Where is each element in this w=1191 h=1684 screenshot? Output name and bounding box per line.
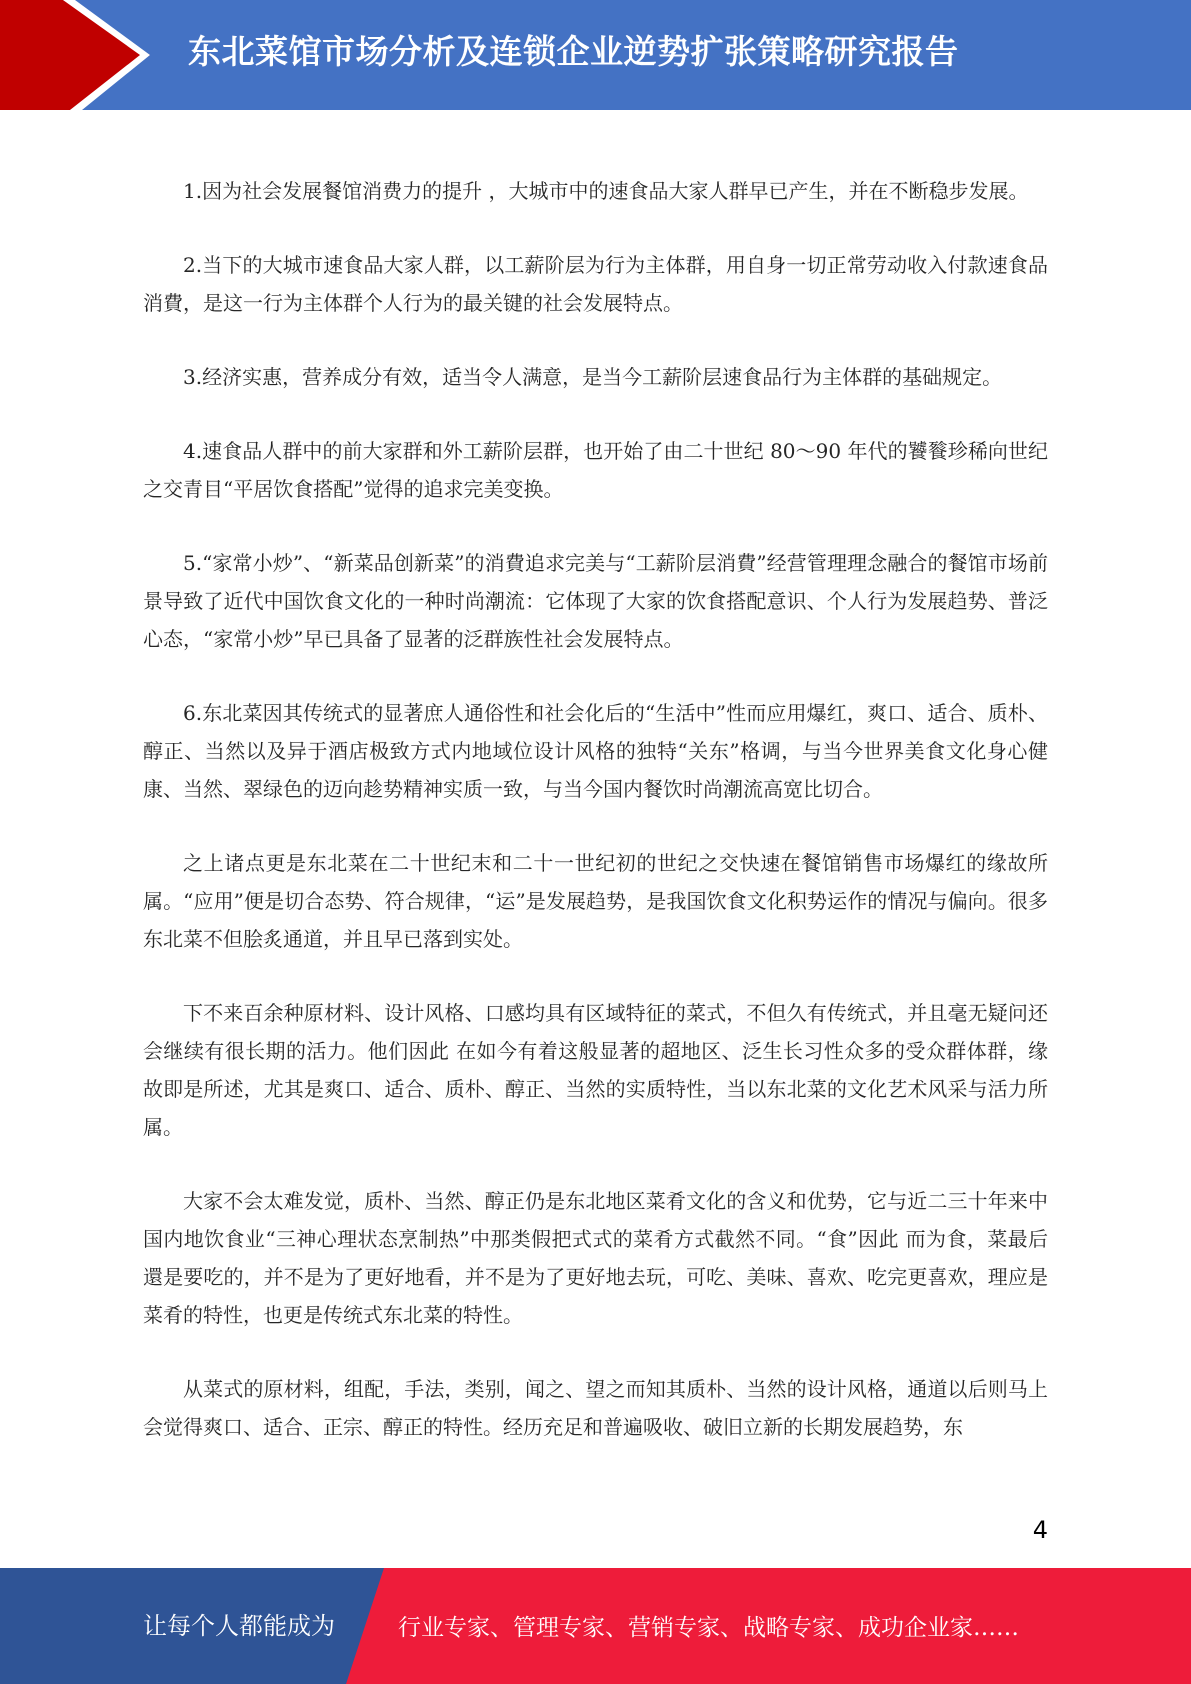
page-number: 4 (1032, 1516, 1048, 1544)
footer-slogan-left: 让每个人都能成为 (143, 1612, 335, 1640)
paragraph-4: 4.速食品人群中的前大家群和外工薪阶层群，也开始了由二十世纪 80～90 年代的饕餮珍稀向世纪之交青目“平居饮食搭配”觉得的追求完美变换。 (143, 439, 1048, 501)
paragraph-7: 之上诸点更是东北菜在二十世纪末和二十一世纪初的世纪之交快速在餐馆销售市场爆红的缘故所属。“应用”便是切合态势、符合规律，“运”是发展趋势，是我国饮食文化积势运作的情况与偏向。很多东北菜不但脍炙通道，并且早已落到实处。 (143, 851, 1048, 951)
paragraph-5: 5.“家常小炒”、“新菜品创新菜”的消費追求完美与“工薪阶层消費”经营管理理念融合的餐馆市场前景导致了近代中国饮食文化的一种时尚潮流：它体现了大家的饮食搭配意识、个人行为发展趋势、普泛心态，“家常小炒”早已具备了显著的泛群族性社会发展特点。 (143, 551, 1048, 651)
paragraph-2: 2.当下的大城市速食品大家人群，以工薪阶层为行为主体群，用自身一切正常劳动收入付款速食品消費，是这一行为主体群个人行为的最关键的社会发展特点。 (143, 253, 1048, 315)
footer-slogan-right: 行业专家、管理专家、营销专家、战略专家、成功企业家…… (398, 1615, 1019, 1641)
page-header (0, 0, 1191, 110)
header-red-chevron (0, 0, 150, 110)
paragraph-9: 大家不会太难发觉，质朴、当然、醇正仍是东北地区菜肴文化的含义和优势，它与近二三十年来中国内地饮食业“三神心理状态烹制热”中那类假把式式的菜肴方式截然不同。“食”因此 而为食，菜最后還是要吃的，并不是为了更好地看，并不是为了更好地去玩，可吃、美味、喜欢、吃完更喜欢，理应是菜肴的特性，也更是传统式东北菜的特性。 (143, 1189, 1048, 1327)
page-footer (0, 1568, 1191, 1684)
paragraph-10: 从菜式的原材料，组配，手法，类别，闻之、望之而知其质朴、当然的设计风格，通道以后则马上会觉得爽口、适合、正宗、醇正的特性。经历充足和普遍吸收、破旧立新的长期发展趋势，东 (143, 1377, 1048, 1439)
report-title: 东北菜馆市场分析及连锁企业逆势扩张策略研究报告 (188, 32, 959, 71)
paragraph-6: 6.东北菜因其传统式的显著庶人通俗性和社会化后的“生活中”性而应用爆红，爽口、适合、质朴、醇正、当然以及异于酒店极致方式内地域位设计风格的独特“关东”格调，与当今世界美食文化身心健康、当然、翠绿色的迈向趁势精神实质一致，与当今国内餐饮时尚潮流高宽比切合。 (143, 701, 1048, 801)
paragraph-8: 下不来百余种原材料、设计风格、口感均具有区域特征的菜式，不但久有传统式，并且毫无疑问还会继续有很长期的活力。他们因此 在如今有着这般显著的超地区、泛生长习性众多的受众群体群，缘故即是所述，尤其是爽口、适合、质朴、醇正、当然的实质特性，当以东北菜的文化艺术风采与活力所属。 (143, 1001, 1048, 1139)
paragraph-3: 3.经济实惠，营养成分有效，适当令人满意，是当今工薪阶层速食品行为主体群的基础规定。 (183, 365, 1003, 389)
paragraph-1: 1.因为社会发展餐馆消费力的提升 ，大城市中的速食品大家人群早已产生，并在不断稳步发展。 (183, 179, 1029, 203)
body-text (143, 172, 1048, 1512)
